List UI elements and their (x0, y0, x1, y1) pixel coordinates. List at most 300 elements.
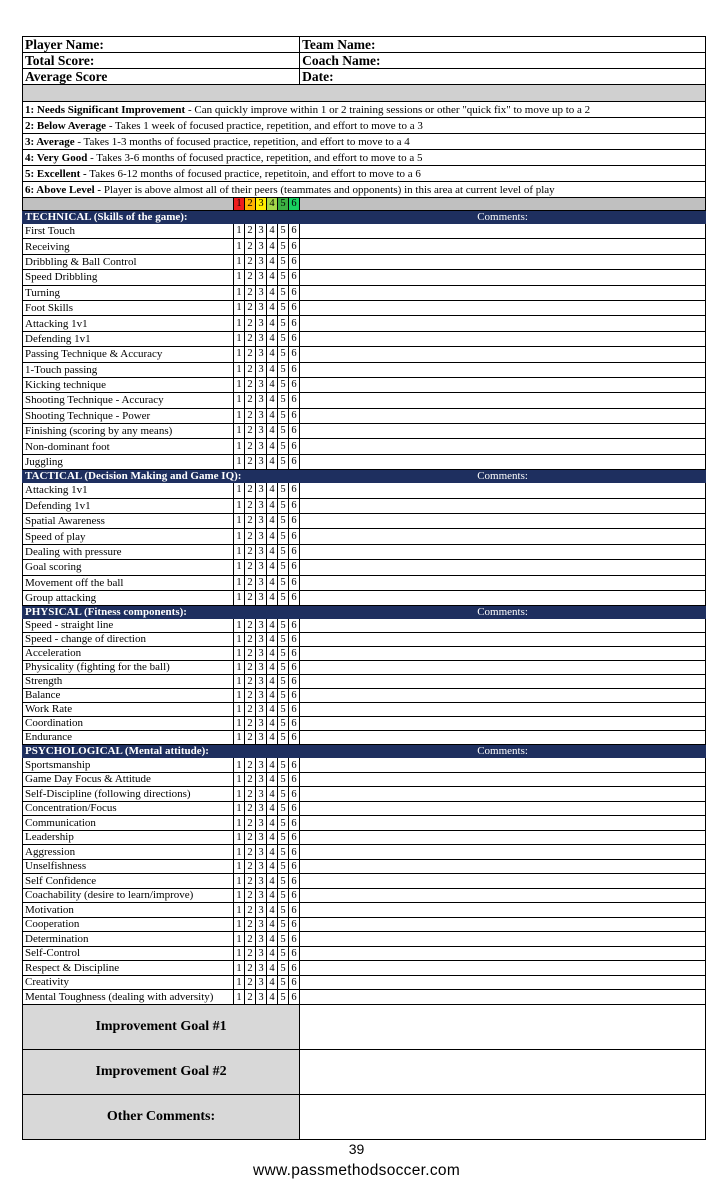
rating-4[interactable]: 4 (267, 454, 278, 469)
rating-2[interactable]: 2 (245, 544, 256, 559)
comment-cell[interactable] (300, 787, 706, 802)
rating-3[interactable]: 3 (256, 946, 267, 961)
rating-2[interactable]: 2 (245, 439, 256, 454)
rating-5[interactable]: 5 (278, 830, 289, 845)
rating-6[interactable]: 6 (289, 529, 300, 544)
rating-1[interactable]: 1 (234, 439, 245, 454)
average-score-field[interactable]: Average Score (23, 69, 300, 85)
rating-6[interactable]: 6 (289, 575, 300, 590)
rating-5[interactable]: 5 (278, 990, 289, 1005)
rating-4[interactable]: 4 (267, 224, 278, 239)
rating-5[interactable]: 5 (278, 845, 289, 860)
rating-1[interactable]: 1 (234, 787, 245, 802)
rating-6[interactable]: 6 (289, 408, 300, 423)
rating-6[interactable]: 6 (289, 816, 300, 831)
rating-2[interactable]: 2 (245, 424, 256, 439)
rating-6[interactable]: 6 (289, 990, 300, 1005)
rating-6[interactable]: 6 (289, 239, 300, 254)
rating-3[interactable]: 3 (256, 801, 267, 816)
rating-4[interactable]: 4 (267, 560, 278, 575)
rating-3[interactable]: 3 (256, 874, 267, 889)
coach-name-field[interactable]: Coach Name: (300, 53, 706, 69)
rating-1[interactable]: 1 (234, 917, 245, 932)
rating-3[interactable]: 3 (256, 661, 267, 675)
rating-3[interactable]: 3 (256, 439, 267, 454)
rating-3[interactable]: 3 (256, 633, 267, 647)
comment-cell[interactable] (300, 703, 706, 717)
comment-cell[interactable] (300, 731, 706, 745)
player-name-field[interactable]: Player Name: (23, 37, 300, 53)
rating-5[interactable]: 5 (278, 483, 289, 498)
rating-5[interactable]: 5 (278, 439, 289, 454)
rating-4[interactable]: 4 (267, 661, 278, 675)
rating-5[interactable]: 5 (278, 917, 289, 932)
rating-1[interactable]: 1 (234, 633, 245, 647)
rating-6[interactable]: 6 (289, 946, 300, 961)
rating-3[interactable]: 3 (256, 331, 267, 346)
rating-4[interactable]: 4 (267, 590, 278, 605)
rating-4[interactable]: 4 (267, 544, 278, 559)
rating-3[interactable]: 3 (256, 703, 267, 717)
rating-1[interactable]: 1 (234, 362, 245, 377)
rating-5[interactable]: 5 (278, 239, 289, 254)
goal-input[interactable] (300, 1049, 706, 1094)
comment-cell[interactable] (300, 362, 706, 377)
rating-2[interactable]: 2 (245, 590, 256, 605)
rating-5[interactable]: 5 (278, 347, 289, 362)
rating-1[interactable]: 1 (234, 731, 245, 745)
rating-2[interactable]: 2 (245, 787, 256, 802)
rating-1[interactable]: 1 (234, 874, 245, 889)
rating-3[interactable]: 3 (256, 758, 267, 773)
rating-3[interactable]: 3 (256, 903, 267, 918)
rating-2[interactable]: 2 (245, 830, 256, 845)
rating-1[interactable]: 1 (234, 932, 245, 947)
rating-6[interactable]: 6 (289, 787, 300, 802)
rating-5[interactable]: 5 (278, 661, 289, 675)
comment-cell[interactable] (300, 347, 706, 362)
rating-2[interactable]: 2 (245, 703, 256, 717)
rating-1[interactable]: 1 (234, 331, 245, 346)
rating-3[interactable]: 3 (256, 975, 267, 990)
rating-3[interactable]: 3 (256, 859, 267, 874)
rating-2[interactable]: 2 (245, 254, 256, 269)
rating-6[interactable]: 6 (289, 560, 300, 575)
rating-2[interactable]: 2 (245, 347, 256, 362)
rating-6[interactable]: 6 (289, 845, 300, 860)
rating-1[interactable]: 1 (234, 946, 245, 961)
rating-3[interactable]: 3 (256, 619, 267, 633)
comment-cell[interactable] (300, 270, 706, 285)
rating-4[interactable]: 4 (267, 689, 278, 703)
rating-2[interactable]: 2 (245, 316, 256, 331)
rating-6[interactable]: 6 (289, 393, 300, 408)
comment-cell[interactable] (300, 830, 706, 845)
rating-6[interactable]: 6 (289, 961, 300, 976)
rating-5[interactable]: 5 (278, 703, 289, 717)
rating-5[interactable]: 5 (278, 316, 289, 331)
rating-2[interactable]: 2 (245, 874, 256, 889)
rating-4[interactable]: 4 (267, 529, 278, 544)
rating-5[interactable]: 5 (278, 300, 289, 315)
rating-5[interactable]: 5 (278, 787, 289, 802)
rating-4[interactable]: 4 (267, 285, 278, 300)
comment-cell[interactable] (300, 917, 706, 932)
rating-3[interactable]: 3 (256, 590, 267, 605)
rating-2[interactable]: 2 (245, 816, 256, 831)
rating-3[interactable]: 3 (256, 689, 267, 703)
rating-6[interactable]: 6 (289, 801, 300, 816)
rating-4[interactable]: 4 (267, 362, 278, 377)
rating-1[interactable]: 1 (234, 347, 245, 362)
rating-2[interactable]: 2 (245, 498, 256, 513)
rating-5[interactable]: 5 (278, 254, 289, 269)
rating-6[interactable]: 6 (289, 498, 300, 513)
rating-2[interactable]: 2 (245, 990, 256, 1005)
rating-3[interactable]: 3 (256, 424, 267, 439)
rating-6[interactable]: 6 (289, 362, 300, 377)
rating-6[interactable]: 6 (289, 285, 300, 300)
rating-3[interactable]: 3 (256, 932, 267, 947)
rating-3[interactable]: 3 (256, 544, 267, 559)
rating-6[interactable]: 6 (289, 675, 300, 689)
rating-3[interactable]: 3 (256, 347, 267, 362)
rating-4[interactable]: 4 (267, 772, 278, 787)
rating-2[interactable]: 2 (245, 633, 256, 647)
rating-5[interactable]: 5 (278, 888, 289, 903)
rating-2[interactable]: 2 (245, 859, 256, 874)
rating-4[interactable]: 4 (267, 787, 278, 802)
rating-2[interactable]: 2 (245, 393, 256, 408)
rating-6[interactable]: 6 (289, 932, 300, 947)
rating-3[interactable]: 3 (256, 454, 267, 469)
rating-2[interactable]: 2 (245, 300, 256, 315)
rating-4[interactable]: 4 (267, 377, 278, 392)
rating-4[interactable]: 4 (267, 498, 278, 513)
rating-3[interactable]: 3 (256, 787, 267, 802)
comment-cell[interactable] (300, 975, 706, 990)
comment-cell[interactable] (300, 661, 706, 675)
rating-3[interactable]: 3 (256, 675, 267, 689)
rating-4[interactable]: 4 (267, 758, 278, 773)
rating-3[interactable]: 3 (256, 816, 267, 831)
rating-6[interactable]: 6 (289, 703, 300, 717)
rating-2[interactable]: 2 (245, 961, 256, 976)
team-name-field[interactable]: Team Name: (300, 37, 706, 53)
rating-2[interactable]: 2 (245, 454, 256, 469)
comment-cell[interactable] (300, 285, 706, 300)
rating-3[interactable]: 3 (256, 560, 267, 575)
rating-5[interactable]: 5 (278, 675, 289, 689)
rating-4[interactable]: 4 (267, 514, 278, 529)
rating-6[interactable]: 6 (289, 917, 300, 932)
rating-1[interactable]: 1 (234, 575, 245, 590)
rating-1[interactable]: 1 (234, 717, 245, 731)
rating-4[interactable]: 4 (267, 675, 278, 689)
rating-4[interactable]: 4 (267, 647, 278, 661)
rating-6[interactable]: 6 (289, 300, 300, 315)
rating-3[interactable]: 3 (256, 393, 267, 408)
rating-1[interactable]: 1 (234, 408, 245, 423)
rating-4[interactable]: 4 (267, 424, 278, 439)
rating-6[interactable]: 6 (289, 254, 300, 269)
rating-1[interactable]: 1 (234, 758, 245, 773)
rating-5[interactable]: 5 (278, 454, 289, 469)
comment-cell[interactable] (300, 888, 706, 903)
rating-2[interactable]: 2 (245, 917, 256, 932)
rating-6[interactable]: 6 (289, 647, 300, 661)
rating-2[interactable]: 2 (245, 619, 256, 633)
rating-2[interactable]: 2 (245, 801, 256, 816)
rating-2[interactable]: 2 (245, 717, 256, 731)
rating-5[interactable]: 5 (278, 377, 289, 392)
comment-cell[interactable] (300, 689, 706, 703)
comment-cell[interactable] (300, 874, 706, 889)
rating-1[interactable]: 1 (234, 424, 245, 439)
rating-5[interactable]: 5 (278, 514, 289, 529)
comment-cell[interactable] (300, 316, 706, 331)
rating-6[interactable]: 6 (289, 888, 300, 903)
comment-cell[interactable] (300, 946, 706, 961)
rating-5[interactable]: 5 (278, 731, 289, 745)
rating-6[interactable]: 6 (289, 859, 300, 874)
rating-1[interactable]: 1 (234, 830, 245, 845)
rating-4[interactable]: 4 (267, 483, 278, 498)
comment-cell[interactable] (300, 932, 706, 947)
rating-2[interactable]: 2 (245, 772, 256, 787)
comment-cell[interactable] (300, 239, 706, 254)
rating-4[interactable]: 4 (267, 917, 278, 932)
rating-4[interactable]: 4 (267, 439, 278, 454)
rating-5[interactable]: 5 (278, 946, 289, 961)
rating-5[interactable]: 5 (278, 816, 289, 831)
rating-2[interactable]: 2 (245, 331, 256, 346)
rating-5[interactable]: 5 (278, 689, 289, 703)
rating-2[interactable]: 2 (245, 239, 256, 254)
rating-3[interactable]: 3 (256, 270, 267, 285)
rating-6[interactable]: 6 (289, 544, 300, 559)
rating-2[interactable]: 2 (245, 560, 256, 575)
rating-1[interactable]: 1 (234, 990, 245, 1005)
rating-6[interactable]: 6 (289, 424, 300, 439)
rating-1[interactable]: 1 (234, 703, 245, 717)
rating-2[interactable]: 2 (245, 483, 256, 498)
rating-6[interactable]: 6 (289, 758, 300, 773)
comment-cell[interactable] (300, 514, 706, 529)
rating-2[interactable]: 2 (245, 932, 256, 947)
rating-6[interactable]: 6 (289, 377, 300, 392)
rating-2[interactable]: 2 (245, 270, 256, 285)
rating-5[interactable]: 5 (278, 975, 289, 990)
comment-cell[interactable] (300, 961, 706, 976)
rating-1[interactable]: 1 (234, 498, 245, 513)
rating-4[interactable]: 4 (267, 731, 278, 745)
comment-cell[interactable] (300, 377, 706, 392)
rating-5[interactable]: 5 (278, 575, 289, 590)
rating-5[interactable]: 5 (278, 874, 289, 889)
comment-cell[interactable] (300, 483, 706, 498)
rating-3[interactable]: 3 (256, 408, 267, 423)
rating-3[interactable]: 3 (256, 239, 267, 254)
rating-6[interactable]: 6 (289, 331, 300, 346)
rating-5[interactable]: 5 (278, 633, 289, 647)
comment-cell[interactable] (300, 224, 706, 239)
comment-cell[interactable] (300, 758, 706, 773)
comment-cell[interactable] (300, 498, 706, 513)
rating-6[interactable]: 6 (289, 619, 300, 633)
rating-3[interactable]: 3 (256, 772, 267, 787)
rating-1[interactable]: 1 (234, 689, 245, 703)
comment-cell[interactable] (300, 393, 706, 408)
rating-4[interactable]: 4 (267, 990, 278, 1005)
rating-1[interactable]: 1 (234, 772, 245, 787)
rating-5[interactable]: 5 (278, 331, 289, 346)
rating-4[interactable]: 4 (267, 239, 278, 254)
comment-cell[interactable] (300, 300, 706, 315)
rating-1[interactable]: 1 (234, 675, 245, 689)
comment-cell[interactable] (300, 439, 706, 454)
rating-4[interactable]: 4 (267, 717, 278, 731)
comment-cell[interactable] (300, 254, 706, 269)
rating-4[interactable]: 4 (267, 961, 278, 976)
comment-cell[interactable] (300, 717, 706, 731)
rating-6[interactable]: 6 (289, 772, 300, 787)
rating-2[interactable]: 2 (245, 408, 256, 423)
rating-3[interactable]: 3 (256, 731, 267, 745)
rating-2[interactable]: 2 (245, 529, 256, 544)
rating-4[interactable]: 4 (267, 888, 278, 903)
rating-5[interactable]: 5 (278, 619, 289, 633)
rating-1[interactable]: 1 (234, 300, 245, 315)
rating-1[interactable]: 1 (234, 560, 245, 575)
rating-1[interactable]: 1 (234, 393, 245, 408)
comment-cell[interactable] (300, 859, 706, 874)
rating-3[interactable]: 3 (256, 961, 267, 976)
rating-3[interactable]: 3 (256, 285, 267, 300)
comment-cell[interactable] (300, 529, 706, 544)
rating-4[interactable]: 4 (267, 845, 278, 860)
rating-5[interactable]: 5 (278, 408, 289, 423)
rating-6[interactable]: 6 (289, 347, 300, 362)
goal-input[interactable] (300, 1094, 706, 1139)
rating-1[interactable]: 1 (234, 647, 245, 661)
rating-4[interactable]: 4 (267, 801, 278, 816)
goal-input[interactable] (300, 1004, 706, 1049)
rating-4[interactable]: 4 (267, 903, 278, 918)
rating-1[interactable]: 1 (234, 590, 245, 605)
rating-3[interactable]: 3 (256, 529, 267, 544)
rating-5[interactable]: 5 (278, 758, 289, 773)
rating-1[interactable]: 1 (234, 270, 245, 285)
rating-5[interactable]: 5 (278, 270, 289, 285)
rating-1[interactable]: 1 (234, 661, 245, 675)
rating-4[interactable]: 4 (267, 393, 278, 408)
rating-3[interactable]: 3 (256, 575, 267, 590)
comment-cell[interactable] (300, 675, 706, 689)
rating-5[interactable]: 5 (278, 647, 289, 661)
rating-6[interactable]: 6 (289, 316, 300, 331)
rating-1[interactable]: 1 (234, 975, 245, 990)
rating-3[interactable]: 3 (256, 917, 267, 932)
comment-cell[interactable] (300, 990, 706, 1005)
rating-5[interactable]: 5 (278, 285, 289, 300)
rating-1[interactable]: 1 (234, 377, 245, 392)
comment-cell[interactable] (300, 903, 706, 918)
rating-1[interactable]: 1 (234, 801, 245, 816)
rating-3[interactable]: 3 (256, 717, 267, 731)
rating-5[interactable]: 5 (278, 801, 289, 816)
rating-3[interactable]: 3 (256, 990, 267, 1005)
rating-4[interactable]: 4 (267, 932, 278, 947)
rating-6[interactable]: 6 (289, 717, 300, 731)
rating-2[interactable]: 2 (245, 514, 256, 529)
rating-4[interactable]: 4 (267, 316, 278, 331)
rating-2[interactable]: 2 (245, 758, 256, 773)
comment-cell[interactable] (300, 772, 706, 787)
total-score-field[interactable]: Total Score: (23, 53, 300, 69)
rating-3[interactable]: 3 (256, 224, 267, 239)
rating-2[interactable]: 2 (245, 575, 256, 590)
rating-2[interactable]: 2 (245, 975, 256, 990)
rating-4[interactable]: 4 (267, 270, 278, 285)
rating-4[interactable]: 4 (267, 347, 278, 362)
comment-cell[interactable] (300, 801, 706, 816)
rating-2[interactable]: 2 (245, 689, 256, 703)
rating-6[interactable]: 6 (289, 439, 300, 454)
rating-4[interactable]: 4 (267, 619, 278, 633)
rating-4[interactable]: 4 (267, 633, 278, 647)
rating-5[interactable]: 5 (278, 590, 289, 605)
rating-6[interactable]: 6 (289, 830, 300, 845)
rating-5[interactable]: 5 (278, 772, 289, 787)
rating-2[interactable]: 2 (245, 661, 256, 675)
rating-1[interactable]: 1 (234, 619, 245, 633)
rating-1[interactable]: 1 (234, 224, 245, 239)
rating-1[interactable]: 1 (234, 239, 245, 254)
rating-6[interactable]: 6 (289, 874, 300, 889)
rating-6[interactable]: 6 (289, 590, 300, 605)
rating-2[interactable]: 2 (245, 362, 256, 377)
comment-cell[interactable] (300, 647, 706, 661)
rating-3[interactable]: 3 (256, 888, 267, 903)
rating-5[interactable]: 5 (278, 424, 289, 439)
rating-3[interactable]: 3 (256, 830, 267, 845)
rating-1[interactable]: 1 (234, 888, 245, 903)
rating-3[interactable]: 3 (256, 377, 267, 392)
rating-1[interactable]: 1 (234, 316, 245, 331)
rating-6[interactable]: 6 (289, 483, 300, 498)
rating-4[interactable]: 4 (267, 575, 278, 590)
rating-2[interactable]: 2 (245, 731, 256, 745)
rating-2[interactable]: 2 (245, 888, 256, 903)
comment-cell[interactable] (300, 560, 706, 575)
rating-1[interactable]: 1 (234, 903, 245, 918)
comment-cell[interactable] (300, 408, 706, 423)
rating-3[interactable]: 3 (256, 483, 267, 498)
rating-5[interactable]: 5 (278, 717, 289, 731)
rating-1[interactable]: 1 (234, 544, 245, 559)
rating-6[interactable]: 6 (289, 975, 300, 990)
rating-4[interactable]: 4 (267, 946, 278, 961)
rating-4[interactable]: 4 (267, 300, 278, 315)
rating-1[interactable]: 1 (234, 254, 245, 269)
rating-3[interactable]: 3 (256, 647, 267, 661)
comment-cell[interactable] (300, 845, 706, 860)
rating-5[interactable]: 5 (278, 932, 289, 947)
rating-5[interactable]: 5 (278, 224, 289, 239)
rating-5[interactable]: 5 (278, 544, 289, 559)
rating-3[interactable]: 3 (256, 316, 267, 331)
